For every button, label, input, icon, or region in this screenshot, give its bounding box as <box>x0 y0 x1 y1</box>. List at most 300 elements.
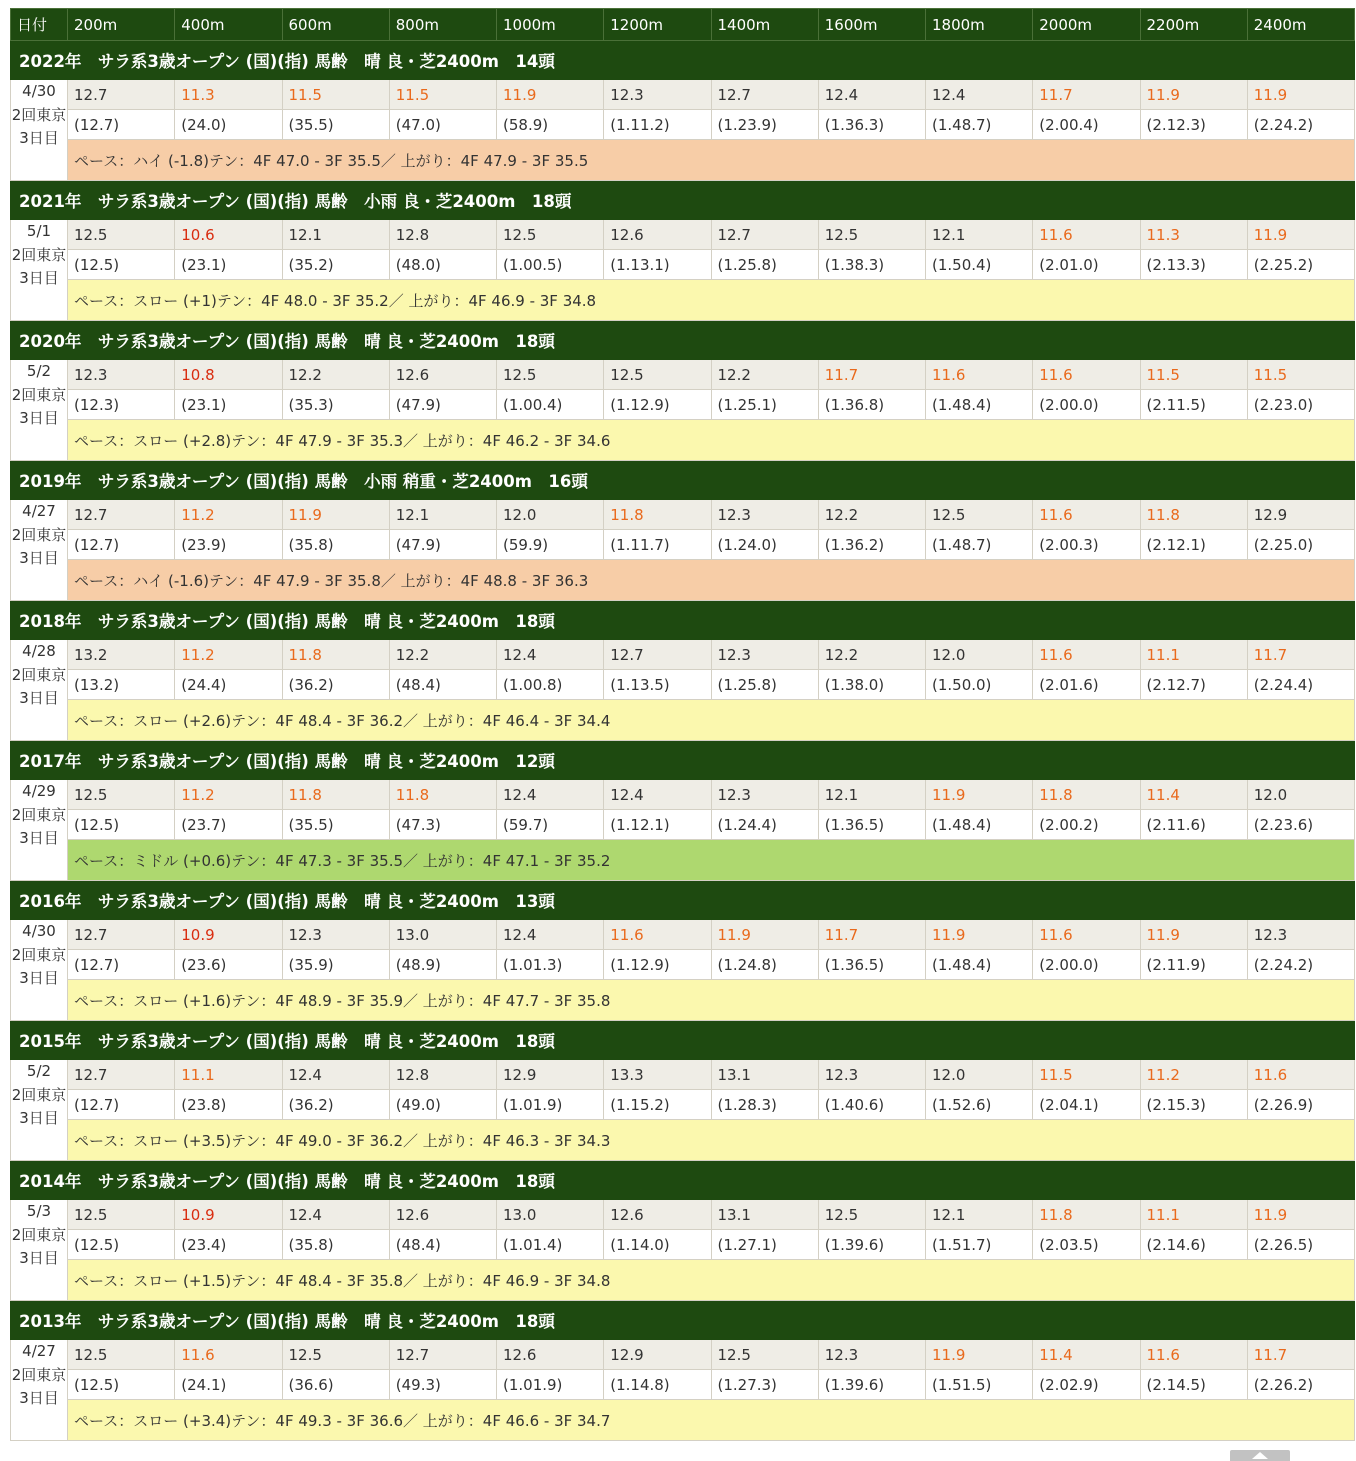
race-day: 3日目 <box>19 829 59 847</box>
cumulative-time: (2.11.5) <box>1140 390 1247 420</box>
cumulative-time: (23.4) <box>175 1230 282 1260</box>
cumulative-time: (1.00.8) <box>497 670 604 700</box>
race-header-row <box>11 881 1355 920</box>
cumulative-time: (1.48.7) <box>926 530 1033 560</box>
cumulative-time: (12.5) <box>68 1370 175 1400</box>
cumulative-time: (12.3) <box>68 390 175 420</box>
cumulative-time: (1.00.5) <box>497 250 604 280</box>
split-time: 12.2 <box>282 360 389 390</box>
split-time: 12.0 <box>1247 780 1354 810</box>
lap-time-table <box>10 8 1355 1441</box>
cumulative-row <box>11 250 1355 280</box>
split-time: 12.3 <box>711 780 818 810</box>
split-time: 10.6 <box>175 220 282 250</box>
cumulative-time: (2.11.6) <box>1140 810 1247 840</box>
table-body <box>11 41 1355 1441</box>
race-meet: 2回東京 <box>11 1225 67 1244</box>
cumulative-time: (1.28.3) <box>711 1090 818 1120</box>
cumulative-time: (1.11.7) <box>604 530 711 560</box>
split-time: 11.9 <box>1140 80 1247 110</box>
split-row <box>11 780 1355 810</box>
cumulative-time: (1.39.6) <box>818 1370 925 1400</box>
race-title: 2022年 サラ系3歳オープン (国)(指) 馬齢 晴 良・芝2400m 14頭 <box>11 41 1355 80</box>
race-title: 2017年 サラ系3歳オープン (国)(指) 馬齢 晴 良・芝2400m 12頭 <box>11 741 1355 780</box>
race-day: 3日目 <box>19 1249 59 1267</box>
cumulative-time: (1.25.1) <box>711 390 818 420</box>
cumulative-time: (1.15.2) <box>604 1090 711 1120</box>
cumulative-time: (2.15.3) <box>1140 1090 1247 1120</box>
cumulative-time: (47.9) <box>389 390 496 420</box>
race-date: 5/3 <box>26 1202 52 1220</box>
pace-row <box>11 840 1355 881</box>
split-time: 11.9 <box>926 920 1033 950</box>
race-date-cell <box>11 360 68 461</box>
split-time: 12.0 <box>926 1060 1033 1090</box>
pace-summary: ペース：スロー (+3.4)テン：4F 49.3 - 3F 36.6／ 上がり：4F 46.6 - 3F 34.7 <box>68 1400 1355 1441</box>
split-time: 11.9 <box>497 80 604 110</box>
split-time: 12.9 <box>604 1340 711 1370</box>
cumulative-time: (2.00.3) <box>1033 530 1140 560</box>
cumulative-time: (1.01.3) <box>497 950 604 980</box>
pace-row <box>11 1400 1355 1441</box>
cumulative-time: (1.01.4) <box>497 1230 604 1260</box>
race-date: 5/2 <box>26 362 52 380</box>
cumulative-row <box>11 110 1355 140</box>
split-time: 13.2 <box>68 640 175 670</box>
split-time: 11.5 <box>1247 360 1354 390</box>
split-time: 11.6 <box>1033 220 1140 250</box>
split-time: 11.9 <box>1247 80 1354 110</box>
race-title: 2016年 サラ系3歳オープン (国)(指) 馬齢 晴 良・芝2400m 13頭 <box>11 881 1355 920</box>
cumulative-time: (1.36.5) <box>818 950 925 980</box>
pace-summary: ペース：ハイ (-1.6)テン：4F 47.9 - 3F 35.8／ 上がり：4F 48.8 - 3F 36.3 <box>68 560 1355 601</box>
cumulative-time: (47.9) <box>389 530 496 560</box>
split-time: 11.8 <box>1140 500 1247 530</box>
split-time: 12.7 <box>389 1340 496 1370</box>
cumulative-time: (23.9) <box>175 530 282 560</box>
cumulative-row <box>11 1090 1355 1120</box>
cumulative-time: (2.00.2) <box>1033 810 1140 840</box>
cumulative-time: (24.4) <box>175 670 282 700</box>
header-date: 日付 <box>11 9 68 41</box>
cumulative-time: (2.12.1) <box>1140 530 1247 560</box>
cumulative-time: (1.11.2) <box>604 110 711 140</box>
split-time: 12.3 <box>68 360 175 390</box>
split-time: 10.9 <box>175 920 282 950</box>
split-time: 11.7 <box>818 360 925 390</box>
split-time: 12.7 <box>68 920 175 950</box>
cumulative-time: (2.26.5) <box>1247 1230 1354 1260</box>
cumulative-row <box>11 390 1355 420</box>
cumulative-time: (1.25.8) <box>711 250 818 280</box>
cumulative-time: (2.13.3) <box>1140 250 1247 280</box>
cumulative-time: (2.24.2) <box>1247 110 1354 140</box>
cumulative-time: (2.24.2) <box>1247 950 1354 980</box>
cumulative-time: (1.48.4) <box>926 390 1033 420</box>
race-meet: 2回東京 <box>11 105 67 124</box>
split-time: 12.3 <box>1247 920 1354 950</box>
cumulative-time: (12.5) <box>68 1230 175 1260</box>
cumulative-time: (2.04.1) <box>1033 1090 1140 1120</box>
cumulative-time: (1.01.9) <box>497 1090 604 1120</box>
cumulative-time: (2.11.9) <box>1140 950 1247 980</box>
cumulative-time: (1.12.1) <box>604 810 711 840</box>
split-time: 12.3 <box>711 640 818 670</box>
cumulative-time: (2.26.9) <box>1247 1090 1354 1120</box>
cumulative-time: (12.7) <box>68 110 175 140</box>
race-title: 2015年 サラ系3歳オープン (国)(指) 馬齢 晴 良・芝2400m 18頭 <box>11 1021 1355 1060</box>
cumulative-time: (2.14.6) <box>1140 1230 1247 1260</box>
split-time: 12.0 <box>926 640 1033 670</box>
race-header-row <box>11 601 1355 640</box>
race-date-cell <box>11 780 68 881</box>
split-time: 11.9 <box>926 780 1033 810</box>
header-distance: 1000m <box>497 9 604 41</box>
cumulative-time: (35.8) <box>282 530 389 560</box>
cumulative-time: (1.38.3) <box>818 250 925 280</box>
header-distance: 800m <box>389 9 496 41</box>
race-date: 4/30 <box>22 922 56 940</box>
pace-row <box>11 560 1355 601</box>
split-time: 12.7 <box>604 640 711 670</box>
cumulative-time: (35.2) <box>282 250 389 280</box>
split-time: 12.1 <box>389 500 496 530</box>
race-header-row <box>11 1021 1355 1060</box>
split-time: 11.6 <box>604 920 711 950</box>
cumulative-time: (1.48.4) <box>926 950 1033 980</box>
split-row <box>11 80 1355 110</box>
split-time: 12.4 <box>282 1060 389 1090</box>
cumulative-row <box>11 530 1355 560</box>
split-time: 12.7 <box>711 80 818 110</box>
cumulative-time: (36.2) <box>282 1090 389 1120</box>
race-header-row <box>11 1301 1355 1340</box>
split-time: 12.1 <box>926 220 1033 250</box>
race-day: 3日目 <box>19 409 59 427</box>
cumulative-time: (13.2) <box>68 670 175 700</box>
split-time: 12.3 <box>604 80 711 110</box>
header-distance: 200m <box>68 9 175 41</box>
split-time: 11.6 <box>1033 360 1140 390</box>
cumulative-time: (23.1) <box>175 390 282 420</box>
split-row <box>11 500 1355 530</box>
pace-row <box>11 1120 1355 1161</box>
race-date-cell <box>11 1200 68 1301</box>
race-title: 2019年 サラ系3歳オープン (国)(指) 馬齢 小雨 稍重・芝2400m 16頭 <box>11 461 1355 500</box>
split-time: 11.3 <box>175 80 282 110</box>
cumulative-time: (2.01.6) <box>1033 670 1140 700</box>
race-date: 4/27 <box>22 502 56 520</box>
race-date: 5/2 <box>26 1062 52 1080</box>
race-title: 2021年 サラ系3歳オープン (国)(指) 馬齢 小雨 良・芝2400m 18頭 <box>11 181 1355 220</box>
split-time: 12.5 <box>926 500 1033 530</box>
cumulative-time: (1.14.0) <box>604 1230 711 1260</box>
header-distance: 1800m <box>926 9 1033 41</box>
split-time: 12.9 <box>1247 500 1354 530</box>
split-time: 13.3 <box>604 1060 711 1090</box>
split-time: 12.5 <box>497 360 604 390</box>
cumulative-time: (1.51.5) <box>926 1370 1033 1400</box>
race-date: 4/27 <box>22 1342 56 1360</box>
split-time: 11.9 <box>1247 220 1354 250</box>
cumulative-time: (23.6) <box>175 950 282 980</box>
split-time: 12.4 <box>497 780 604 810</box>
split-time: 12.5 <box>68 1200 175 1230</box>
race-date: 4/28 <box>22 642 56 660</box>
cumulative-time: (2.26.2) <box>1247 1370 1354 1400</box>
split-time: 11.5 <box>1140 360 1247 390</box>
cumulative-time: (47.0) <box>389 110 496 140</box>
cumulative-time: (49.0) <box>389 1090 496 1120</box>
cumulative-time: (2.00.4) <box>1033 110 1140 140</box>
race-meet: 2回東京 <box>11 665 67 684</box>
split-time: 12.9 <box>497 1060 604 1090</box>
header-distance: 600m <box>282 9 389 41</box>
split-time: 12.4 <box>604 780 711 810</box>
split-time: 12.1 <box>926 1200 1033 1230</box>
cumulative-time: (1.13.1) <box>604 250 711 280</box>
race-header-row <box>11 461 1355 500</box>
cumulative-time: (12.7) <box>68 950 175 980</box>
split-time: 11.3 <box>1140 220 1247 250</box>
pace-summary: ペース：スロー (+2.8)テン：4F 47.9 - 3F 35.3／ 上がり：4F 46.2 - 3F 34.6 <box>68 420 1355 461</box>
split-time: 11.4 <box>1140 780 1247 810</box>
race-day: 3日目 <box>19 689 59 707</box>
cumulative-time: (12.5) <box>68 810 175 840</box>
cumulative-time: (49.3) <box>389 1370 496 1400</box>
split-time: 12.4 <box>497 640 604 670</box>
cumulative-time: (48.9) <box>389 950 496 980</box>
split-time: 11.6 <box>926 360 1033 390</box>
cumulative-time: (35.5) <box>282 110 389 140</box>
cumulative-time: (48.0) <box>389 250 496 280</box>
table-header <box>11 9 1355 41</box>
cumulative-row <box>11 950 1355 980</box>
split-row <box>11 220 1355 250</box>
lap-time-table-container <box>10 8 1334 1441</box>
header-distance: 2000m <box>1033 9 1140 41</box>
cumulative-time: (2.23.6) <box>1247 810 1354 840</box>
cumulative-time: (1.24.8) <box>711 950 818 980</box>
split-time: 12.4 <box>818 80 925 110</box>
split-time: 12.4 <box>282 1200 389 1230</box>
cumulative-time: (1.23.9) <box>711 110 818 140</box>
cumulative-time: (1.40.6) <box>818 1090 925 1120</box>
split-row <box>11 1340 1355 1370</box>
race-meet: 2回東京 <box>11 1085 67 1104</box>
race-title: 2020年 サラ系3歳オープン (国)(指) 馬齢 晴 良・芝2400m 18頭 <box>11 321 1355 360</box>
split-time: 12.4 <box>926 80 1033 110</box>
split-time: 11.8 <box>604 500 711 530</box>
cumulative-row <box>11 810 1355 840</box>
cumulative-time: (23.8) <box>175 1090 282 1120</box>
cumulative-row <box>11 1230 1355 1260</box>
split-time: 10.8 <box>175 360 282 390</box>
split-time: 13.0 <box>389 920 496 950</box>
split-time: 12.5 <box>282 1340 389 1370</box>
split-time: 12.3 <box>818 1340 925 1370</box>
split-time: 12.1 <box>282 220 389 250</box>
split-time: 11.6 <box>1140 1340 1247 1370</box>
cumulative-time: (1.36.2) <box>818 530 925 560</box>
split-time: 11.1 <box>175 1060 282 1090</box>
split-time: 11.9 <box>1247 1200 1354 1230</box>
cumulative-time: (1.38.0) <box>818 670 925 700</box>
race-date-cell <box>11 640 68 741</box>
cumulative-time: (1.14.8) <box>604 1370 711 1400</box>
split-time: 13.0 <box>497 1200 604 1230</box>
split-time: 11.7 <box>1033 80 1140 110</box>
split-time: 11.9 <box>1140 920 1247 950</box>
cumulative-time: (2.23.0) <box>1247 390 1354 420</box>
cumulative-time: (12.5) <box>68 250 175 280</box>
header-distance: 2200m <box>1140 9 1247 41</box>
header-distance: 400m <box>175 9 282 41</box>
cumulative-time: (1.36.8) <box>818 390 925 420</box>
cumulative-time: (2.00.0) <box>1033 950 1140 980</box>
split-time: 11.9 <box>282 500 389 530</box>
split-time: 11.1 <box>1140 640 1247 670</box>
cumulative-time: (35.9) <box>282 950 389 980</box>
pace-row <box>11 420 1355 461</box>
cumulative-time: (35.8) <box>282 1230 389 1260</box>
cumulative-time: (1.01.9) <box>497 1370 604 1400</box>
race-date-cell <box>11 1060 68 1161</box>
race-day: 3日目 <box>19 129 59 147</box>
cumulative-time: (2.01.0) <box>1033 250 1140 280</box>
race-meet: 2回東京 <box>11 805 67 824</box>
cumulative-time: (24.0) <box>175 110 282 140</box>
race-title: 2014年 サラ系3歳オープン (国)(指) 馬齢 晴 良・芝2400m 18頭 <box>11 1161 1355 1200</box>
header-distance: 1600m <box>818 9 925 41</box>
cumulative-time: (2.25.2) <box>1247 250 1354 280</box>
split-time: 12.5 <box>497 220 604 250</box>
cumulative-time: (1.00.4) <box>497 390 604 420</box>
race-date-cell <box>11 1340 68 1441</box>
split-time: 13.1 <box>711 1200 818 1230</box>
cumulative-time: (1.12.9) <box>604 390 711 420</box>
split-time: 12.8 <box>389 1060 496 1090</box>
pace-summary: ペース：スロー (+1.6)テン：4F 48.9 - 3F 35.9／ 上がり：4F 47.7 - 3F 35.8 <box>68 980 1355 1021</box>
split-time: 12.5 <box>68 220 175 250</box>
race-meet: 2回東京 <box>11 525 67 544</box>
race-header-row <box>11 741 1355 780</box>
race-date-cell <box>11 500 68 601</box>
cumulative-time: (12.7) <box>68 530 175 560</box>
split-time: 12.6 <box>389 1200 496 1230</box>
split-time: 12.5 <box>818 1200 925 1230</box>
split-time: 12.7 <box>68 80 175 110</box>
pace-summary: ペース：スロー (+2.6)テン：4F 48.4 - 3F 36.2／ 上がり：4F 46.4 - 3F 34.4 <box>68 700 1355 741</box>
cumulative-time: (1.48.4) <box>926 810 1033 840</box>
split-time: 10.9 <box>175 1200 282 1230</box>
split-time: 12.3 <box>818 1060 925 1090</box>
split-time: 12.5 <box>68 780 175 810</box>
cumulative-row <box>11 1370 1355 1400</box>
split-time: 11.2 <box>175 780 282 810</box>
cumulative-time: (1.13.5) <box>604 670 711 700</box>
chevron-up-icon <box>1252 1452 1268 1459</box>
split-row <box>11 640 1355 670</box>
split-time: 11.6 <box>1033 500 1140 530</box>
split-time: 12.1 <box>818 780 925 810</box>
split-time: 11.8 <box>282 780 389 810</box>
race-day: 3日目 <box>19 1389 59 1407</box>
cumulative-time: (1.50.4) <box>926 250 1033 280</box>
split-time: 12.6 <box>604 1200 711 1230</box>
split-time: 12.7 <box>68 500 175 530</box>
race-date-cell <box>11 80 68 181</box>
pace-row <box>11 1260 1355 1301</box>
split-time: 12.5 <box>711 1340 818 1370</box>
split-time: 11.8 <box>1033 780 1140 810</box>
cumulative-time: (2.02.9) <box>1033 1370 1140 1400</box>
pace-summary: ペース：スロー (+1)テン：4F 48.0 - 3F 35.2／ 上がり：4F 46.9 - 3F 34.8 <box>68 280 1355 321</box>
split-row <box>11 360 1355 390</box>
header-row <box>11 9 1355 41</box>
race-day: 3日目 <box>19 1109 59 1127</box>
race-date: 4/30 <box>22 82 56 100</box>
cumulative-time: (12.7) <box>68 1090 175 1120</box>
split-time: 11.5 <box>1033 1060 1140 1090</box>
cumulative-time: (36.6) <box>282 1370 389 1400</box>
race-meet: 2回東京 <box>11 1365 67 1384</box>
split-time: 12.7 <box>711 220 818 250</box>
pace-row <box>11 700 1355 741</box>
cumulative-time: (2.03.5) <box>1033 1230 1140 1260</box>
cumulative-time: (1.24.0) <box>711 530 818 560</box>
pace-row <box>11 280 1355 321</box>
cumulative-time: (1.36.5) <box>818 810 925 840</box>
split-time: 12.7 <box>68 1060 175 1090</box>
cumulative-time: (1.52.6) <box>926 1090 1033 1120</box>
cumulative-time: (1.36.3) <box>818 110 925 140</box>
split-time: 12.6 <box>604 220 711 250</box>
split-time: 11.8 <box>389 780 496 810</box>
split-row <box>11 1200 1355 1230</box>
split-row <box>11 1060 1355 1090</box>
split-time: 12.5 <box>818 220 925 250</box>
cumulative-row <box>11 670 1355 700</box>
cumulative-time: (59.9) <box>497 530 604 560</box>
race-header-row <box>11 321 1355 360</box>
cumulative-time: (36.2) <box>282 670 389 700</box>
split-time: 12.8 <box>389 220 496 250</box>
split-time: 11.6 <box>1033 640 1140 670</box>
split-row <box>11 920 1355 950</box>
split-time: 12.2 <box>818 500 925 530</box>
split-time: 12.5 <box>68 1340 175 1370</box>
race-header-row <box>11 41 1355 80</box>
split-time: 11.7 <box>818 920 925 950</box>
split-time: 11.2 <box>1140 1060 1247 1090</box>
split-time: 11.7 <box>1247 640 1354 670</box>
cumulative-time: (48.4) <box>389 1230 496 1260</box>
cumulative-time: (2.25.0) <box>1247 530 1354 560</box>
split-time: 11.8 <box>1033 1200 1140 1230</box>
race-meet: 2回東京 <box>11 945 67 964</box>
pace-summary: ペース：ミドル (+0.6)テン：4F 47.3 - 3F 35.5／ 上がり：4F 47.1 - 3F 35.2 <box>68 840 1355 881</box>
split-time: 11.7 <box>1247 1340 1354 1370</box>
race-date: 5/1 <box>26 222 52 240</box>
cumulative-time: (1.25.8) <box>711 670 818 700</box>
cumulative-time: (24.1) <box>175 1370 282 1400</box>
split-time: 12.2 <box>711 360 818 390</box>
scroll-to-top-button[interactable] <box>1230 1450 1290 1461</box>
race-title: 2018年 サラ系3歳オープン (国)(指) 馬齢 晴 良・芝2400m 18頭 <box>11 601 1355 640</box>
cumulative-time: (35.3) <box>282 390 389 420</box>
cumulative-time: (59.7) <box>497 810 604 840</box>
